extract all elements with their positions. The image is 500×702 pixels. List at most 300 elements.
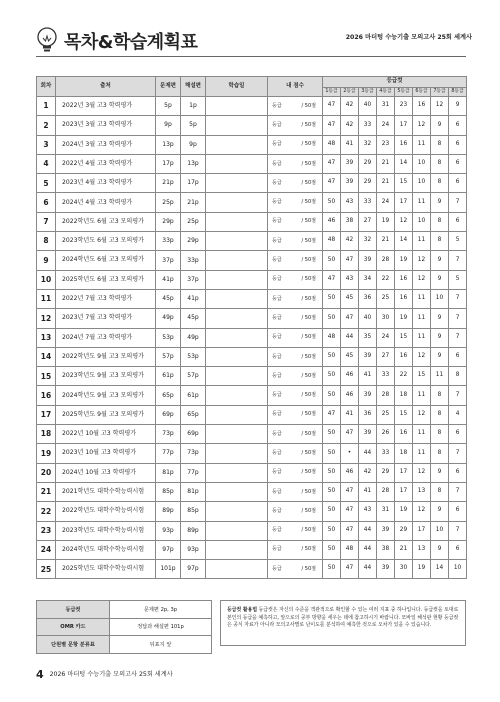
score-total-label: / 50점 [301,353,316,360]
row-source: 2023년 3월 고3 학력평가 [56,116,156,135]
row-source: 2024년 7월 고3 학력평가 [56,328,156,347]
score-total-label: / 50점 [301,276,316,283]
study-date-field[interactable] [206,309,268,328]
grade-cut-cell: 6 [449,425,467,444]
my-score-field[interactable] [268,463,323,482]
my-score-field[interactable] [268,502,323,521]
row-number: 20 [37,463,56,482]
row-source: 2023학년도 9월 고3 모의평가 [56,367,156,386]
grade-cut-cell: 8 [431,154,449,173]
row-answer-page: 49p [181,328,206,347]
study-date-field[interactable] [206,347,268,366]
grade-cut-cell: 48 [323,232,341,251]
my-score-field[interactable] [268,367,323,386]
my-score-field[interactable] [268,405,323,424]
grade-cut-cell: 47 [341,425,359,444]
row-answer-page: 13p [181,154,206,173]
row-number: 3 [37,135,56,154]
row-source: 2022년 4월 고3 학력평가 [56,154,156,173]
row-question-page: 73p [156,425,181,444]
grade-cut-cell: 21 [395,540,413,559]
score-total-label: / 50점 [301,257,316,264]
grade-cut-cell: 47 [323,97,341,116]
grade-cut-cell: 12 [413,502,431,521]
my-score-field[interactable] [268,212,323,231]
row-source: 2022학년도 9월 고3 모의평가 [56,347,156,366]
grade-label: 등급 [272,160,282,167]
grade-cut-cell: 16 [395,289,413,308]
my-score-field[interactable] [268,116,323,135]
grade-cut-cell: 38 [341,212,359,231]
grade-label: 등급 [272,469,282,476]
header-grade-5: 5등급 [395,88,413,97]
page-title: 목차&학습계획표 [64,32,198,53]
header-divider [36,56,466,57]
row-number: 10 [37,270,56,289]
reference-label: OMR 카드 [37,618,110,636]
grade-cut-cell: 44 [359,521,377,540]
row-question-page: 29p [156,212,181,231]
grade-cut-cell: 41 [341,405,359,424]
grade-cut-cell: 43 [341,193,359,212]
row-number: 9 [37,251,56,270]
grade-cut-cell: 44 [359,560,377,579]
grade-cut-cell: 45 [341,347,359,366]
score-total-label: / 50점 [301,507,316,514]
row-number: 4 [37,154,56,173]
row-answer-page: 41p [181,289,206,308]
grade-label: 등급 [272,179,282,186]
grade-cut-cell: 28 [377,251,395,270]
header-study-date: 학습일 [206,77,268,97]
row-question-page: 85p [156,482,181,501]
table-row [37,347,467,366]
reference-value: 문제편 2p, 3p [110,601,212,619]
row-question-page: 77p [156,444,181,463]
grade-cut-cell: 27 [359,212,377,231]
grade-cut-cell: 23 [395,97,413,116]
score-total-label: / 50점 [301,179,316,186]
grade-cut-cell: 5 [449,232,467,251]
reference-label: 단원별 문항 분류표 [37,636,110,654]
grade-cut-cell: 22 [395,367,413,386]
header-answer-page: 해설편 [181,77,206,97]
row-answer-page: 17p [181,174,206,193]
my-score-field[interactable] [268,540,323,559]
grade-cut-cell: 50 [323,502,341,521]
grade-cut-cell: 39 [359,251,377,270]
grade-cut-cell: 38 [377,540,395,559]
my-score-field[interactable] [268,309,323,328]
table-row [37,521,467,540]
grade-cut-cell: 43 [359,502,377,521]
my-score-field[interactable] [268,174,323,193]
grade-cut-cell: 21 [377,154,395,173]
score-total-label: / 50점 [301,430,316,437]
grade-cut-cell: 46 [323,212,341,231]
grade-cut-cell: 6 [449,174,467,193]
grade-cut-cell: 12 [413,270,431,289]
grade-cut-cell: 41 [341,135,359,154]
study-date-field[interactable] [206,405,268,424]
row-source: 2023년 10월 고3 학력평가 [56,444,156,463]
grade-cut-cell: 45 [341,289,359,308]
grade-cut-cell: 7 [449,328,467,347]
grade-cut-cell: 47 [323,154,341,173]
grade-cut-cell: 16 [413,97,431,116]
grade-cut-cell: 50 [323,367,341,386]
study-date-field[interactable] [206,289,268,308]
header-grade-7: 7등급 [431,88,449,97]
my-score-field[interactable] [268,328,323,347]
row-number: 1 [37,97,56,116]
table-row [37,540,467,559]
table-row [37,135,467,154]
row-answer-page: 85p [181,502,206,521]
grade-cut-cell: 7 [449,193,467,212]
grade-cut-cell: 29 [395,521,413,540]
my-score-field[interactable] [268,444,323,463]
table-row [37,212,467,231]
study-date-field[interactable] [206,521,268,540]
study-date-field[interactable] [206,135,268,154]
header-no: 회차 [37,77,56,97]
row-question-page: 97p [156,540,181,559]
grade-cut-cell: • [341,444,359,463]
grade-cut-cell: 31 [377,502,395,521]
study-date-field[interactable] [206,251,268,270]
study-date-field[interactable] [206,540,268,559]
grade-cut-cell: 35 [359,328,377,347]
my-score-field[interactable] [268,154,323,173]
my-score-field[interactable] [268,232,323,251]
grade-cut-cell: 29 [377,463,395,482]
row-number: 14 [37,347,56,366]
score-total-label: / 50점 [301,449,316,456]
grade-label: 등급 [272,102,282,109]
row-source: 2022학년도 대학수학능력시험 [56,502,156,521]
table-row [37,97,467,116]
table-row [37,309,467,328]
study-date-field[interactable] [206,386,268,405]
table-row [37,482,467,501]
grade-cut-cell: 9 [431,193,449,212]
row-answer-page: 37p [181,270,206,289]
grade-cut-cell: 39 [359,347,377,366]
study-date-field[interactable] [206,116,268,135]
my-score-field[interactable] [268,270,323,289]
row-question-page: 61p [156,367,181,386]
grade-cut-cell: 48 [323,328,341,347]
grade-cut-cell: 13 [413,482,431,501]
grade-cut-cell: 10 [431,289,449,308]
grade-cut-cell: 47 [323,174,341,193]
my-score-field[interactable] [268,193,323,212]
row-source: 2021학년도 대학수학능력시험 [56,482,156,501]
study-date-field[interactable] [206,463,268,482]
study-date-field[interactable] [206,212,268,231]
page-number: 4 [36,668,44,681]
grade-cut-cell: 12 [413,251,431,270]
grade-cut-cell: 16 [395,425,413,444]
table-row [37,116,467,135]
grade-cut-cell: 33 [377,444,395,463]
grade-cut-cell: 33 [377,367,395,386]
table-row [37,463,467,482]
table-row [37,193,467,212]
grade-label: 등급 [272,527,282,534]
score-total-label: / 50점 [301,527,316,534]
grade-cut-cell: 11 [413,386,431,405]
table-row [37,560,467,579]
study-plan-table [36,76,467,579]
header-grade-3: 3등급 [359,88,377,97]
row-number: 22 [37,502,56,521]
grade-cut-cell: 47 [323,405,341,424]
grade-cut-cell: 15 [413,367,431,386]
row-source: 2024년 10월 고3 학력평가 [56,463,156,482]
grade-cut-cell: 7 [449,482,467,501]
table-row [37,367,467,386]
grade-cut-cell: 19 [395,309,413,328]
row-answer-page: 93p [181,540,206,559]
table-row [37,502,467,521]
score-total-label: / 50점 [301,411,316,418]
grade-cut-cell: 50 [323,482,341,501]
grade-cut-cell: 24 [377,193,395,212]
row-source: 2022년 7월 고3 학력평가 [56,289,156,308]
grade-label: 등급 [272,565,282,572]
grade-cut-cell: 17 [395,482,413,501]
grade-label: 등급 [272,257,282,264]
grade-cut-cell: 39 [377,521,395,540]
grade-label: 등급 [272,121,282,128]
grade-cut-cell: 50 [323,309,341,328]
grade-cut-cell: 50 [323,540,341,559]
grade-label: 등급 [272,411,282,418]
grade-label: 등급 [272,141,282,148]
study-date-field[interactable] [206,154,268,173]
row-question-page: 53p [156,328,181,347]
row-number: 6 [37,193,56,212]
row-number: 18 [37,425,56,444]
grade-cut-cell: 48 [341,540,359,559]
grade-cut-cell: 22 [377,270,395,289]
grade-cut-cell: 11 [413,425,431,444]
grade-cut-cell: 18 [395,444,413,463]
grade-cut-cell: 47 [341,560,359,579]
grade-label: 등급 [272,237,282,244]
study-date-field[interactable] [206,97,268,116]
header-grade-1: 1등급 [323,88,341,97]
header-grade-2: 2등급 [341,88,359,97]
grade-cut-cell: 12 [413,347,431,366]
grade-cut-cell: 39 [377,560,395,579]
row-number: 25 [37,560,56,579]
grade-cut-cell: 44 [359,540,377,559]
my-score-field[interactable] [268,425,323,444]
grade-label: 등급 [272,430,282,437]
study-date-field[interactable] [206,232,268,251]
row-answer-page: 97p [181,560,206,579]
row-question-page: 81p [156,463,181,482]
row-answer-page: 5p [181,116,206,135]
score-total-label: / 50점 [301,141,316,148]
grade-cut-cell: 42 [341,232,359,251]
study-date-field[interactable] [206,560,268,579]
row-source: 2023학년도 대학수학능력시험 [56,521,156,540]
grade-cut-cell: 33 [359,116,377,135]
grade-cut-cell: 50 [323,386,341,405]
my-score-field[interactable] [268,386,323,405]
grade-cut-cell: 39 [359,425,377,444]
score-total-label: / 50점 [301,565,316,572]
my-score-field[interactable] [268,482,323,501]
grade-cut-cell: 50 [323,347,341,366]
study-date-field[interactable] [206,425,268,444]
table-row [37,154,467,173]
grade-cut-cell: 50 [323,521,341,540]
grade-cut-cell: 11 [413,232,431,251]
score-total-label: / 50점 [301,488,316,495]
row-question-page: 25p [156,193,181,212]
study-date-field[interactable] [206,174,268,193]
row-source: 2023학년도 6월 고3 모의평가 [56,232,156,251]
row-question-page: 45p [156,289,181,308]
row-number: 5 [37,174,56,193]
grade-cut-cell: 32 [359,232,377,251]
my-score-field[interactable] [268,521,323,540]
grade-label: 등급 [272,295,282,302]
grade-cut-cell: 7 [449,386,467,405]
study-date-field[interactable] [206,193,268,212]
my-score-field[interactable] [268,251,323,270]
score-total-label: / 50점 [301,102,316,109]
my-score-field[interactable] [268,289,323,308]
grade-cut-cell: 10 [449,560,467,579]
grade-cut-cell: 36 [359,405,377,424]
grade-cut-cell: 26 [377,425,395,444]
row-number: 17 [37,405,56,424]
grade-cut-cell: 11 [413,444,431,463]
grade-cut-cell: 29 [359,154,377,173]
table-row [37,251,467,270]
row-source: 2025학년도 6월 고3 모의평가 [56,270,156,289]
my-score-field[interactable] [268,97,323,116]
grade-cut-cell: 50 [323,193,341,212]
row-number: 7 [37,212,56,231]
table-row [37,386,467,405]
grade-cut-cell: 30 [395,560,413,579]
book-title: 2026 마더텅 수능기출 모의고사 25회 세계사 [345,34,472,41]
score-total-label: / 50점 [301,372,316,379]
row-question-page: 65p [156,386,181,405]
grade-cut-cell: 17 [413,521,431,540]
row-answer-page: 25p [181,212,206,231]
reference-table [36,600,212,654]
grade-cut-cell: 24 [377,116,395,135]
grade-cut-cell: 8 [431,232,449,251]
grade-cut-cell: 8 [431,405,449,424]
grade-cut-cell: 14 [395,154,413,173]
header-my-score: 내 점수 [268,77,323,97]
note-body: 등급컷은 자신의 수준을 객관적으로 확인할 수 있는 여러 지표 중 하나입니다. 등급컷을 토대로 본인의 등급을 예측하고, 앞으로의 공부 방향을 세우는 데에 참고하시기 바랍니다. 모바일 해석판 현황 등급컷은 공식 자료가 아니라 모의고사별로 난이도를 분석하여 예측한 것으로 오차가 있을 수 있습니다. [227,607,459,628]
grade-cut-cell: 40 [359,309,377,328]
grade-cut-cell: 13 [413,540,431,559]
score-total-label: / 50점 [301,334,316,341]
grade-cut-cell: 6 [449,116,467,135]
grade-label: 등급 [272,546,282,553]
row-number: 2 [37,116,56,135]
study-date-field[interactable] [206,270,268,289]
study-date-field[interactable] [206,444,268,463]
grade-cut-cell: 31 [377,97,395,116]
grade-cut-cell: 9 [431,347,449,366]
study-date-field[interactable] [206,482,268,501]
row-source: 2024년 4월 고3 학력평가 [56,193,156,212]
grade-cut-cell: 6 [449,347,467,366]
grade-cut-cell: 12 [413,405,431,424]
reference-row [37,618,212,636]
grade-cut-cell: 9 [431,116,449,135]
row-number: 11 [37,289,56,308]
grade-cut-cell: 44 [359,444,377,463]
my-score-field[interactable] [268,347,323,366]
grade-cut-cell: 11 [413,289,431,308]
study-date-field[interactable] [206,502,268,521]
row-answer-page: 1p [181,97,206,116]
page-footer [36,668,173,681]
row-source: 2025학년도 대학수학능력시험 [56,560,156,579]
grade-cut-cell: 14 [395,232,413,251]
score-total-label: / 50점 [301,546,316,553]
grade-cut-cell: 9 [431,463,449,482]
row-question-page: 21p [156,174,181,193]
grade-cut-cell: 32 [359,135,377,154]
grade-cut-cell: 47 [341,482,359,501]
row-answer-page: 21p [181,193,206,212]
my-score-field[interactable] [268,560,323,579]
score-total-label: / 50점 [301,199,316,206]
grade-cut-cell: 11 [413,309,431,328]
grade-cut-cell: 8 [431,135,449,154]
grade-cut-cell: 19 [413,560,431,579]
row-answer-page: 61p [181,386,206,405]
reference-value: 뒤표지 앞 [110,636,212,654]
grade-cut-cell: 44 [341,328,359,347]
grade-cut-cell: 7 [449,309,467,328]
grade-cut-cell: 6 [449,154,467,173]
grade-label: 등급 [272,218,282,225]
grade-cut-cell: 17 [395,463,413,482]
grade-cut-cell: 30 [377,309,395,328]
study-date-field[interactable] [206,367,268,386]
grade-cut-cell: 47 [341,521,359,540]
grade-cut-cell: 50 [323,425,341,444]
grade-cut-cell: 39 [341,154,359,173]
grade-cut-cell: 9 [431,502,449,521]
grade-cut-cell: 6 [449,540,467,559]
row-question-page: 101p [156,560,181,579]
my-score-field[interactable] [268,135,323,154]
row-number: 15 [37,367,56,386]
grade-cut-cell: 9 [449,97,467,116]
grade-cut-cell: 36 [359,289,377,308]
table-row [37,174,467,193]
grade-cut-cell: 47 [341,309,359,328]
study-date-field[interactable] [206,328,268,347]
row-question-page: 69p [156,405,181,424]
